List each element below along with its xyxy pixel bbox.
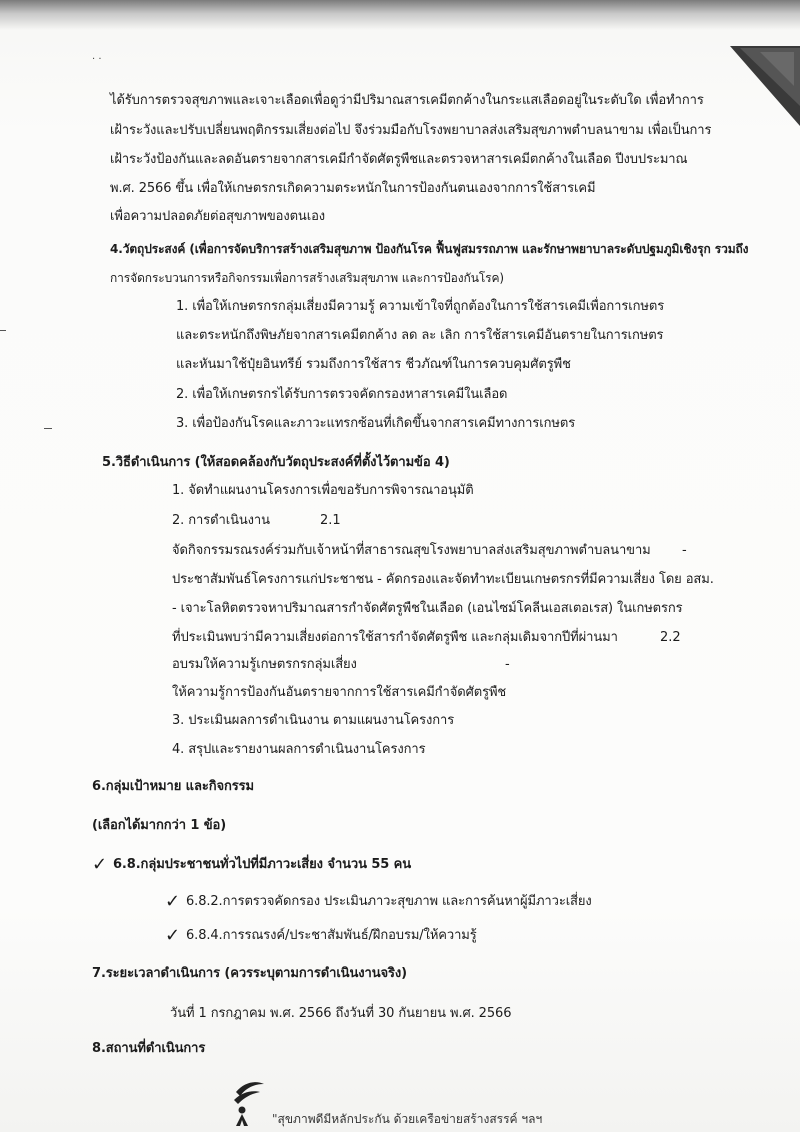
- method-detail: อบรมให้ความรู้เกษตรกรกลุ่มเสี่ยง: [172, 657, 357, 672]
- footer-slogan: "สุขภาพดีมีหลักประกัน ด้วยเครือข่ายสร้างสรรค์ ฯลฯ: [272, 1112, 543, 1126]
- objective-item: 3. เพื่อป้องกันโรคและภาวะแทรกซ้อนที่เกิดขึ้นจากสารเคมีทางการเกษตร: [176, 416, 576, 431]
- health-fund-logo-icon: [230, 1078, 266, 1128]
- project-period: วันที่ 1 กรกฎาคม พ.ศ. 2566 ถึงวันที่ 30 กันยายน พ.ศ. 2566: [170, 1006, 512, 1021]
- section8-heading: 8.สถานที่ดำเนินการ: [92, 1041, 206, 1056]
- method-detail: จัดกิจกรรมรณรงค์ร่วมกับเจ้าหน้าที่สาธารณสุขโรงพยาบาลส่งเสริมสุขภาพตำบลนาขาม: [172, 543, 651, 558]
- objective-item: และหันมาใช้ปุ๋ยอินทรีย์ รวมถึงการใช้สาร ชีวภัณฑ์ในการควบคุมศัตรูพืช: [176, 357, 571, 372]
- section6-note: (เลือกได้มากกว่า 1 ข้อ): [92, 818, 227, 833]
- target-group: [92, 854, 412, 875]
- activity-label: 6.8.4.การรณรงค์/ประชาสัมพันธ์/ฝึกอบรม/ให้ความรู้: [185, 928, 477, 943]
- checkmark-icon: ✓: [165, 925, 180, 946]
- objective-item: และตระหนักถึงพิษภัยจากสารเคมีตกค้าง ลด ละ เลิก การใช้สารเคมีอันตรายในการเกษตร: [176, 328, 664, 343]
- section4-heading-cont: การจัดกระบวนการหรือกิจกรรมเพื่อการสร้างเสริมสุขภาพ และการป้องกันโรค): [110, 271, 505, 285]
- method-detail: ประชาสัมพันธ์โครงการแก่ประชาชน - คัดกรองและจัดทำทะเบียนเกษตรกรที่มีความเสี่ยง โดย อสม.: [172, 572, 714, 587]
- intro-line: เพื่อความปลอดภัยต่อสุขภาพของตนเอง: [110, 209, 326, 224]
- folded-corner: [730, 46, 800, 126]
- method-step-2: 2. การดำเนินงาน: [172, 513, 270, 528]
- intro-line: เฝ้าระวังป้องกันและลดอันตรายจากสารเคมีกำจัดศัตรูพืชและตรวจหาสารเคมีตกค้างในเลือด ปีงบประมาณ: [110, 152, 688, 167]
- objective-item: 1. เพื่อให้เกษตรกรกลุ่มเสี่ยงมีความรู้ ความเข้าใจที่ถูกต้องในการใช้สารเคมีเพื่อการเกษตร: [176, 299, 665, 314]
- sub-step-number: 2.1: [320, 513, 341, 528]
- scan-marks: · ·: [92, 54, 102, 65]
- activity-item: [165, 891, 592, 912]
- activity-label: 6.8.2.การตรวจคัดกรอง ประเมินภาวะสุขภาพ และการค้นหาผู้มีภาวะเสี่ยง: [185, 894, 592, 909]
- margin-mark: [0, 330, 6, 331]
- intro-line: เฝ้าระวังและปรับเปลี่ยนพฤติกรรมเสี่ยงต่อไป จึงร่วมมือกับโรงพยาบาลส่งเสริมสุขภาพตำบลนาขาม เพื่อเป็นการ: [110, 123, 712, 138]
- intro-line: พ.ศ. 2566 ขึ้น เพื่อให้เกษตรกรเกิดความตระหนักในการป้องกันตนเองจากการใช้สารเคมี: [110, 181, 596, 196]
- checkmark-icon: ✓: [165, 891, 180, 912]
- method-step-4: 4. สรุปและรายงานผลการดำเนินงานโครงการ: [172, 742, 426, 757]
- method-detail: ที่ประเมินพบว่ามีความเสี่ยงต่อการใช้สารกำจัดศัตรูพืช และกลุ่มเดิมจากปีที่ผ่านมา: [172, 630, 618, 645]
- method-detail: ให้ความรู้การป้องกันอันตรายจากการใช้สารเคมีกำจัดศัตรูพืช: [172, 685, 507, 700]
- section4-heading: 4.วัตถุประสงค์ (เพื่อการจัดบริการสร้างเสริมสุขภาพ ป้องกันโรค ฟื้นฟูสมรรถภาพ และรักษาพยาบาลระดับปฐมภูมิเชิงรุก รวมถึง: [110, 242, 749, 256]
- sub-step-number: 2.2: [660, 630, 681, 645]
- margin-mark: [44, 428, 52, 429]
- method-dash: -: [505, 657, 510, 672]
- activity-item: [165, 925, 477, 946]
- objective-item: 2. เพื่อให้เกษตรกรได้รับการตรวจคัดกรองหาสารเคมีในเลือด: [176, 387, 508, 402]
- section7-heading: 7.ระยะเวลาดำเนินการ (ควรระบุตามการดำเนินงานจริง): [92, 966, 407, 981]
- scan-top-shadow: [0, 0, 800, 30]
- intro-line: ได้รับการตรวจสุขภาพและเจาะเลือดเพื่อดูว่ามีปริมาณสารเคมีตกค้างในกระแสเลือดอยู่ในระดับใด เพื่อทำการ: [110, 93, 704, 108]
- method-step-1: 1. จัดทำแผนงานโครงการเพื่อขอรับการพิจารณาอนุมัติ: [172, 483, 474, 498]
- section6-heading: 6.กลุ่มเป้าหมาย และกิจกรรม: [92, 779, 254, 794]
- checkmark-icon: ✓: [92, 854, 107, 875]
- method-dash: -: [682, 543, 687, 558]
- method-detail: - เจาะโลหิตตรวจหาปริมาณสารกำจัดศัตรูพืชในเลือด (เอนไซม์โคลีนเอสเตอเรส) ในเกษตรกร: [172, 601, 683, 616]
- section5-heading: 5.วิธีดำเนินการ (ให้สอดคล้องกับวัตถุประสงค์ที่ตั้งไว้ตามข้อ 4): [102, 455, 450, 470]
- target-group-label: 6.8.กลุ่มประชาชนทั่วไปที่มีภาวะเสี่ยง จำนวน 55 คน: [112, 857, 412, 872]
- method-step-3: 3. ประเมินผลการดำเนินงาน ตามแผนงานโครงการ: [172, 713, 455, 728]
